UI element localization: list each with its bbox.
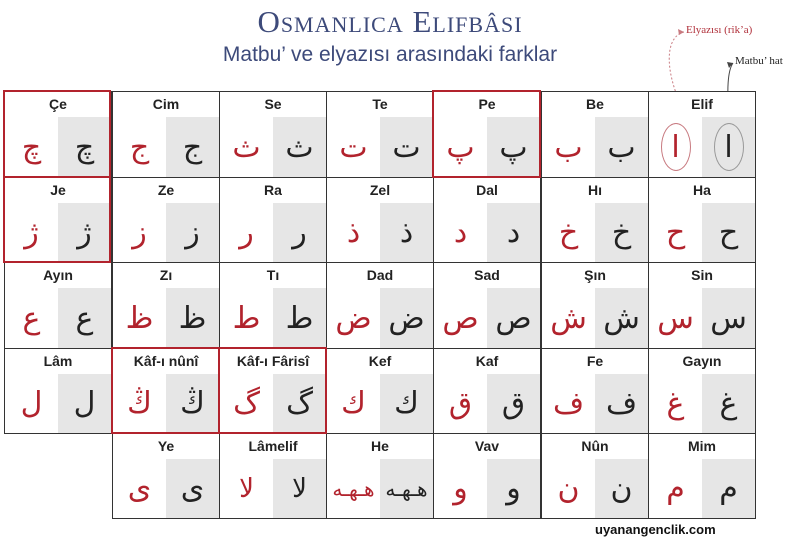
- rika-glyph: ج: [113, 117, 166, 177]
- matbu-glyph: ڭ: [166, 374, 219, 433]
- letter-name: Se: [220, 92, 326, 118]
- letter-name: Gayın: [649, 349, 755, 375]
- letter-name: Vav: [434, 434, 540, 460]
- letter-name: Zı: [113, 263, 219, 289]
- letter-name: Dal: [434, 178, 540, 204]
- letter-cell: [112, 177, 220, 263]
- letter-name: Fe: [542, 349, 648, 375]
- matbu-glyph: ش: [595, 288, 648, 348]
- rika-glyph: ع: [5, 288, 58, 348]
- letter-cell: [4, 91, 112, 178]
- rika-glyph: م: [649, 459, 702, 518]
- letter-name: Dad: [327, 263, 433, 289]
- matbu-glyph: ا: [702, 117, 755, 177]
- letter-cell: [541, 262, 649, 349]
- rika-glyph: ظ: [113, 288, 166, 348]
- letter-name: Je: [5, 178, 111, 204]
- rika-glyph: ب: [542, 117, 595, 177]
- letter-cell: [326, 433, 434, 519]
- rika-glyph: ح: [649, 203, 702, 262]
- letter-cell: [541, 91, 649, 178]
- matbu-glyph: ص: [487, 288, 540, 348]
- letter-name: Kef: [327, 349, 433, 375]
- letter-cell: [112, 91, 220, 178]
- matbu-glyph: س: [702, 288, 755, 348]
- rika-glyph: ك: [327, 374, 380, 433]
- letter-cell: [4, 348, 112, 434]
- letter-name: Mim: [649, 434, 755, 460]
- rika-glyph: ت: [327, 117, 380, 177]
- rika-glyph: ن: [542, 459, 595, 518]
- rika-glyph: ض: [327, 288, 380, 348]
- letter-cell: [219, 348, 327, 434]
- letter-cell: [541, 433, 649, 519]
- rika-glyph: ق: [434, 374, 487, 433]
- matbu-glyph: هـهـه: [380, 459, 433, 518]
- letter-name: Ha: [649, 178, 755, 204]
- rika-glyph: ر: [220, 203, 273, 262]
- letter-cell: [326, 262, 434, 349]
- letter-cell: [219, 91, 327, 178]
- letter-cell: [4, 262, 112, 349]
- legend-matbu-label: Matbu’ hat: [735, 55, 783, 67]
- letter-cell: [541, 348, 649, 434]
- rika-glyph: ا: [649, 117, 702, 177]
- matbu-glyph: ظ: [166, 288, 219, 348]
- letter-name: Lâmelif: [220, 434, 326, 460]
- rika-glyph: ژ: [5, 203, 58, 262]
- letter-cell: [219, 262, 327, 349]
- matbu-glyph: ج: [166, 117, 219, 177]
- matbu-glyph: ض: [380, 288, 433, 348]
- elif-matbu-oval: [714, 123, 744, 171]
- letter-name: Şın: [542, 263, 648, 289]
- letter-cell: [112, 433, 220, 519]
- letter-name: Te: [327, 92, 433, 118]
- letter-name: Tı: [220, 263, 326, 289]
- matbu-glyph: ف: [595, 374, 648, 433]
- matbu-glyph: خ: [595, 203, 648, 262]
- letter-name: Ra: [220, 178, 326, 204]
- matbu-glyph: ن: [595, 459, 648, 518]
- rika-glyph: د: [434, 203, 487, 262]
- matbu-glyph: پ: [487, 117, 540, 177]
- rika-glyph: پ: [434, 117, 487, 177]
- letter-cell: [648, 262, 756, 349]
- site-footer: uyanangenclik.com: [595, 522, 716, 537]
- rika-glyph: و: [434, 459, 487, 518]
- matbu-glyph: ر: [273, 203, 326, 262]
- letter-name: Sad: [434, 263, 540, 289]
- rika-glyph: ڭ: [113, 374, 166, 433]
- letter-name: Kâf-ı nûnî: [113, 349, 219, 375]
- letter-cell: [4, 177, 112, 263]
- letter-name: Ze: [113, 178, 219, 204]
- rika-glyph: ف: [542, 374, 595, 433]
- letter-cell: [433, 177, 541, 263]
- letter-name: Lâm: [5, 349, 111, 375]
- letter-name: Cim: [113, 92, 219, 118]
- letter-cell: [433, 91, 541, 178]
- matbu-glyph: و: [487, 459, 540, 518]
- rika-glyph: خ: [542, 203, 595, 262]
- matbu-glyph: ذ: [380, 203, 433, 262]
- matbu-glyph: لا: [273, 459, 326, 518]
- rika-glyph: س: [649, 288, 702, 348]
- matbu-glyph: چ: [58, 117, 111, 177]
- letter-name: Ye: [113, 434, 219, 460]
- matbu-glyph: م: [702, 459, 755, 518]
- letter-cell: [648, 348, 756, 434]
- rika-glyph: ز: [113, 203, 166, 262]
- letter-name: Çe: [5, 92, 111, 118]
- letter-cell: [648, 433, 756, 519]
- matbu-glyph: ق: [487, 374, 540, 433]
- letter-cell: [648, 177, 756, 263]
- matbu-glyph: ژ: [58, 203, 111, 262]
- letter-name: Be: [542, 92, 648, 118]
- letter-cell: [433, 348, 541, 434]
- rika-glyph: ط: [220, 288, 273, 348]
- legend-rika-label: Elyazısı (rik’a): [686, 24, 753, 36]
- matbu-glyph: ع: [58, 288, 111, 348]
- letter-name: Elif: [649, 92, 755, 118]
- matbu-glyph: د: [487, 203, 540, 262]
- letter-name: Kaf: [434, 349, 540, 375]
- rika-glyph: گ: [220, 374, 273, 433]
- rika-glyph: ص: [434, 288, 487, 348]
- letter-cell: [219, 177, 327, 263]
- rika-glyph: لا: [220, 459, 273, 518]
- elif-rika-oval: [661, 123, 691, 171]
- matbu-glyph: گ: [273, 374, 326, 433]
- rika-glyph: ل: [5, 374, 58, 433]
- rika-glyph: هـهـه: [327, 459, 380, 518]
- matbu-glyph: غ: [702, 374, 755, 433]
- letter-cell: [112, 262, 220, 349]
- letter-cell: [433, 433, 541, 519]
- letter-cell: [326, 177, 434, 263]
- letter-cell: [219, 433, 327, 519]
- rika-glyph: ش: [542, 288, 595, 348]
- letter-cell: [326, 348, 434, 434]
- rika-glyph: ذ: [327, 203, 380, 262]
- page-title: Osmanlıca Elifbâsı: [257, 4, 523, 39]
- letter-name: Kâf-ı Fârisî: [220, 349, 326, 375]
- letter-name: Hı: [542, 178, 648, 204]
- matbu-glyph: ز: [166, 203, 219, 262]
- matbu-glyph: ب: [595, 117, 648, 177]
- rika-glyph: چ: [5, 117, 58, 177]
- matbu-glyph: ح: [702, 203, 755, 262]
- page-subtitle: Matbu’ ve elyazısı arasındaki farklar: [222, 43, 558, 66]
- letter-name: Nûn: [542, 434, 648, 460]
- rika-glyph: ى: [113, 459, 166, 518]
- letter-name: Pe: [434, 92, 540, 118]
- matbu-glyph: ث: [273, 117, 326, 177]
- rika-glyph: غ: [649, 374, 702, 433]
- matbu-glyph: ط: [273, 288, 326, 348]
- letter-cell: [433, 262, 541, 349]
- letter-name: He: [327, 434, 433, 460]
- rika-glyph: ث: [220, 117, 273, 177]
- letter-name: Zel: [327, 178, 433, 204]
- letter-name: Sin: [649, 263, 755, 289]
- matbu-glyph: ى: [166, 459, 219, 518]
- matbu-glyph: ل: [58, 374, 111, 433]
- matbu-glyph: ك: [380, 374, 433, 433]
- matbu-glyph: ت: [380, 117, 433, 177]
- letter-name: Ayın: [5, 263, 111, 289]
- letter-cell: [541, 177, 649, 263]
- letter-cell: [326, 91, 434, 178]
- letter-cell: [112, 348, 220, 434]
